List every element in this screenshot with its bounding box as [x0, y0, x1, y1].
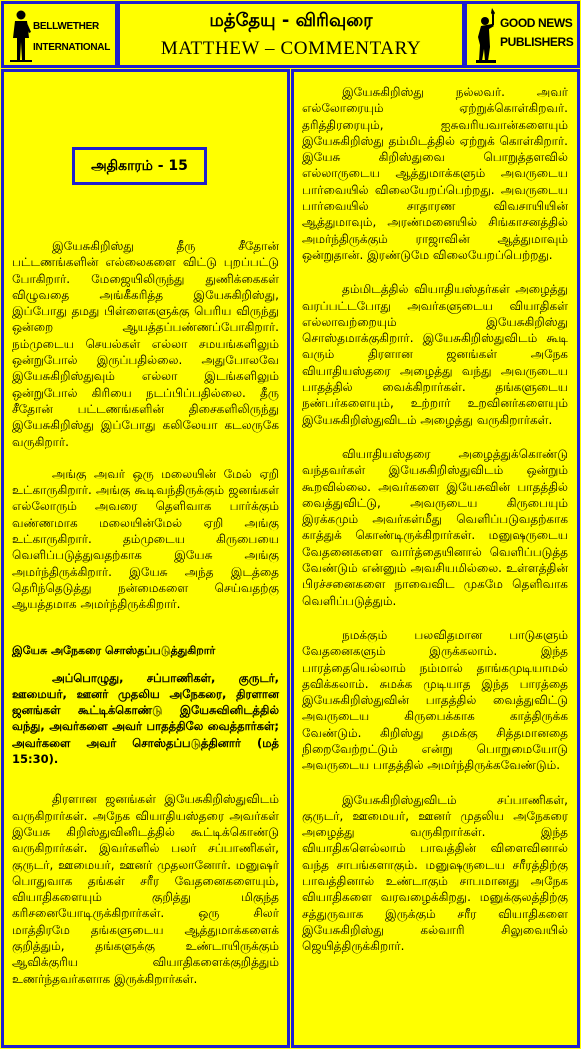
paragraph: நமக்கும் பலவிதமான பாடுகளும் வேதனைகளும் இருக்கலாம். இந்த பாரத்தையெல்லாம் நம்மால் தாங்கமுடியாமல் தவிக்கலாம். சுமக்க முடியாத இந்த பாரத்தை இயேசுகிறிஸ்துவின் பாதத்தில் வைத்துவிட்டு அவருடைய கிருபைக்காக காத்திருக்க வேண்டும். கிறிஸ்து தமக்கு சித்தமானதை நிறைவேற்றட்டும் என்று பொறுமையோடு அவருடைய பாதத்தில் அமர்ந்திருக்கவேண்டும்.: [302, 627, 568, 773]
logo-right-line2: PUBLISHERS: [500, 35, 574, 49]
header-title-block: [117, 1, 465, 68]
chapter-label: அதிகாரம் - 15: [72, 147, 207, 185]
paragraph: இயேசுகிறிஸ்து நல்லவர். அவர் எல்லோரையும் ஏற்றுக்கொள்கிறவர். தரித்திரரையும், ஐசுவரியவான்களையும் இயேசுகிறிஸ்து தம்மிடத்தில் ஏற்றுக் கொள்கிறார். இயேசு கிறிஸ்துவை பொறுத்தளவில் எல்லாருடைய ஆத்துமாக்களும் அவருடைய பார்வையில் விலையேறப்பெற்றது. அவருடைய பார்வையில் சாதாரண விவசாயியின் ஆத்துமாவும், அரண்மனையில் சிங்காசனத்தில் அமர்ந்திருக்கும் ராஜாவின் ஆத்துமாவும் ஒன்றுதான். இரண்டுமே விலையேறப்பெற்றது.: [302, 85, 568, 262]
paragraph: இயேசுகிறிஸ்து தீரு சீதோன் பட்டணங்களின் எல்லைகளை விட்டு புறப்பட்டு போகிறார். மேஜையிலிருந்து துணிக்கைகள் விழுவதை அங்கீகரித்த இயேசுகிறிஸ்து, இப்போது தமது பிள்ளைகளுக்கு பெரிய விருந்து ஒன்றை ஆயத்தப்பண்ணப்போகிறார். நம்முடைய செயல்கள் எல்லா சமயங்களிலும் ஒன்றுபோல் இருப்பதில்லை. அதுபோலவே இயேசுகிறிஸ்துவும் எல்லா இடங்களிலும் ஒன்றுபோல் கிரியை நடப்பிப்பதில்லை. தீரு சீதோன் பட்டணங்களின் திசைகளிலிருந்து இயேசுகிறிஸ்து இப்போது கலிலேயா கடலருகே வருகிறார்.: [12, 239, 279, 449]
bellwether-logo-text: [33, 16, 113, 58]
torch-figure-icon: [472, 7, 500, 63]
right-column: [291, 69, 580, 1048]
logo-left-line2: INTERNATIONAL: [33, 42, 111, 53]
title-english: MATTHEW – COMMENTARY: [160, 38, 422, 59]
paragraph: இயேசுகிறிஸ்துவிடம் சப்பாணிகள், குருடர், ஊமையர், ஊனர் முதலிய அநேகரை அழைத்து வருகிறார்கள். இந்த வியாதிகளெல்லாம் பாவத்தின் விளைவினால் வந்த சாபங்களாகும். மனுஷருடைய சரீரத்திற்கு பாவத்தினால் உண்டாகும் சாபமானது அநேக வியாதிகளை வரவழைக்கிறது. மனுக்குலத்திற்கு சத்துருவாக இருக்கும் சரீர வியாதிகளை இயேசுகிறிஸ்து கல்வாரி சிலுவையில் ஜெயித்திருக்கிறார்.: [302, 792, 568, 954]
logo-left-line1: BELLWETHER: [33, 21, 99, 32]
paragraph: திரளான ஜனங்கள் இயேசுகிறிஸ்துவிடம் வருகிறார்கள். அநேக வியாதியஸ்தரை அவர்கள் இயேசு கிறிஸ்துவினிடத்தில் கூட்டிக்கொண்டு வருகிறார்கள். இவர்களில் பலர் சப்பாணிகள், குருடர், ஊமையர், ஊனர் முதலானோர். மனுஷர் பொதுவாக தங்கள் சரீர வேதனைகளையும், வியாதிகளையும் குறித்து மிகுந்த கரிசனையோடிருக்கிறார்கள். ஒரு சிலர் மாத்திரமே தங்களுடைய ஆத்துமாக்களைக் குறித்தும், தங்களுக்கு உண்டாயிருக்கும் ஆவிக்குரிய வியாதிகளைக்குறித்தும் உணர்ந்தவர்களாக இருக்கிறார்கள்.: [12, 792, 279, 986]
publisher-logo-left: [1, 1, 118, 68]
paragraph: அங்கு அவர் ஒரு மலையின் மேல் ஏறி உட்காருகிறார். அங்கு கூடிவந்திருக்கும் ஜனங்கள் எல்லோரும் அவரை தெளிவாக பார்க்கும் வண்ணமாக மலையின்மேல் ஏறி அங்கு உட்காருகிறார். தம்முடைய கிருபையை வெளிப்படுத்துவதற்காக இயேசு அங்கு அமர்ந்திருக்கிறார். இயேசு அந்த இடத்தை தெரிந்தெடுத்து நன்மைகளை செய்வதற்கு ஆயத்தமாக அமர்ந்திருக்கிறார்.: [12, 466, 279, 612]
bellwether-figure-icon: [10, 8, 32, 62]
paragraph: வியாதியஸ்தரை அழைத்துக்கொண்டு வந்தவர்கள் இயேசுகிறிஸ்துவிடம் ஒன்றும் கூறவில்லை. அவர்களை இயேசுவின் பாதத்தில் வைத்துவிட்டு, அவருடைய கிருபையும் இரக்கமும் அவர்கள்மீது வெளிப்படுவதற்காக காத்துக் கொண்டிருக்கிறார்கள். மனுஷருடைய வேதனைகளை வார்த்தையினால் வெளிப்படுத்த வேண்டும் என்னும் அவசியமில்லை. உள்ளத்தின் பிரச்சனைகளை நாவைவிட முகமே தெளிவாக வெளிப்படுத்தும்.: [302, 446, 568, 608]
section-heading: இயேசு அநேகரை சொஸ்தப்படுத்துகிறார்: [12, 643, 216, 657]
logo-right-line1: GOOD NEWS: [500, 16, 573, 30]
scripture-quote: அப்பொழுது, சப்பாணிகள், குருடர், ஊமையர், ஊனர் முதலிய அநேகரை, திரளான ஜனங்கள் கூட்டிக்கொண்டு இயேசுவினிடத்தில் வந்து, அவர்களை அவர் பாதத்திலே வைத்தார்கள்; அவர்களை அவர் சொஸ்தப்படுத்தினார் (மத் 15:30).: [12, 670, 279, 767]
publisher-logo-right: [464, 1, 580, 68]
good-news-logo-text: [500, 14, 578, 52]
title-tamil: மத்தேயு - விரிவுரை: [209, 10, 373, 31]
left-column: [1, 69, 290, 1048]
paragraph: தம்மிடத்தில் வியாதியஸ்தர்கள் அழைத்து வரப்பட்டபோது அவர்களுடைய வியாதிகள் எல்லாவற்றையும் இயேசுகிறிஸ்து சொஸ்தமாக்குகிறார். இயேசுகிறிஸ்துவிடம் கூடி வரும் திரளான ஜனங்கள் அநேக வியாதியஸ்தரை அழைத்து வந்து அவருடைய பாதத்தில் வைக்கிறார்கள். தங்களுடைய நண்பர்களையும், உற்றார் உறவினர்களையும் இயேசுகிறிஸ்துவிடம் அழைத்து வருகிறார்கள்.: [302, 282, 568, 427]
